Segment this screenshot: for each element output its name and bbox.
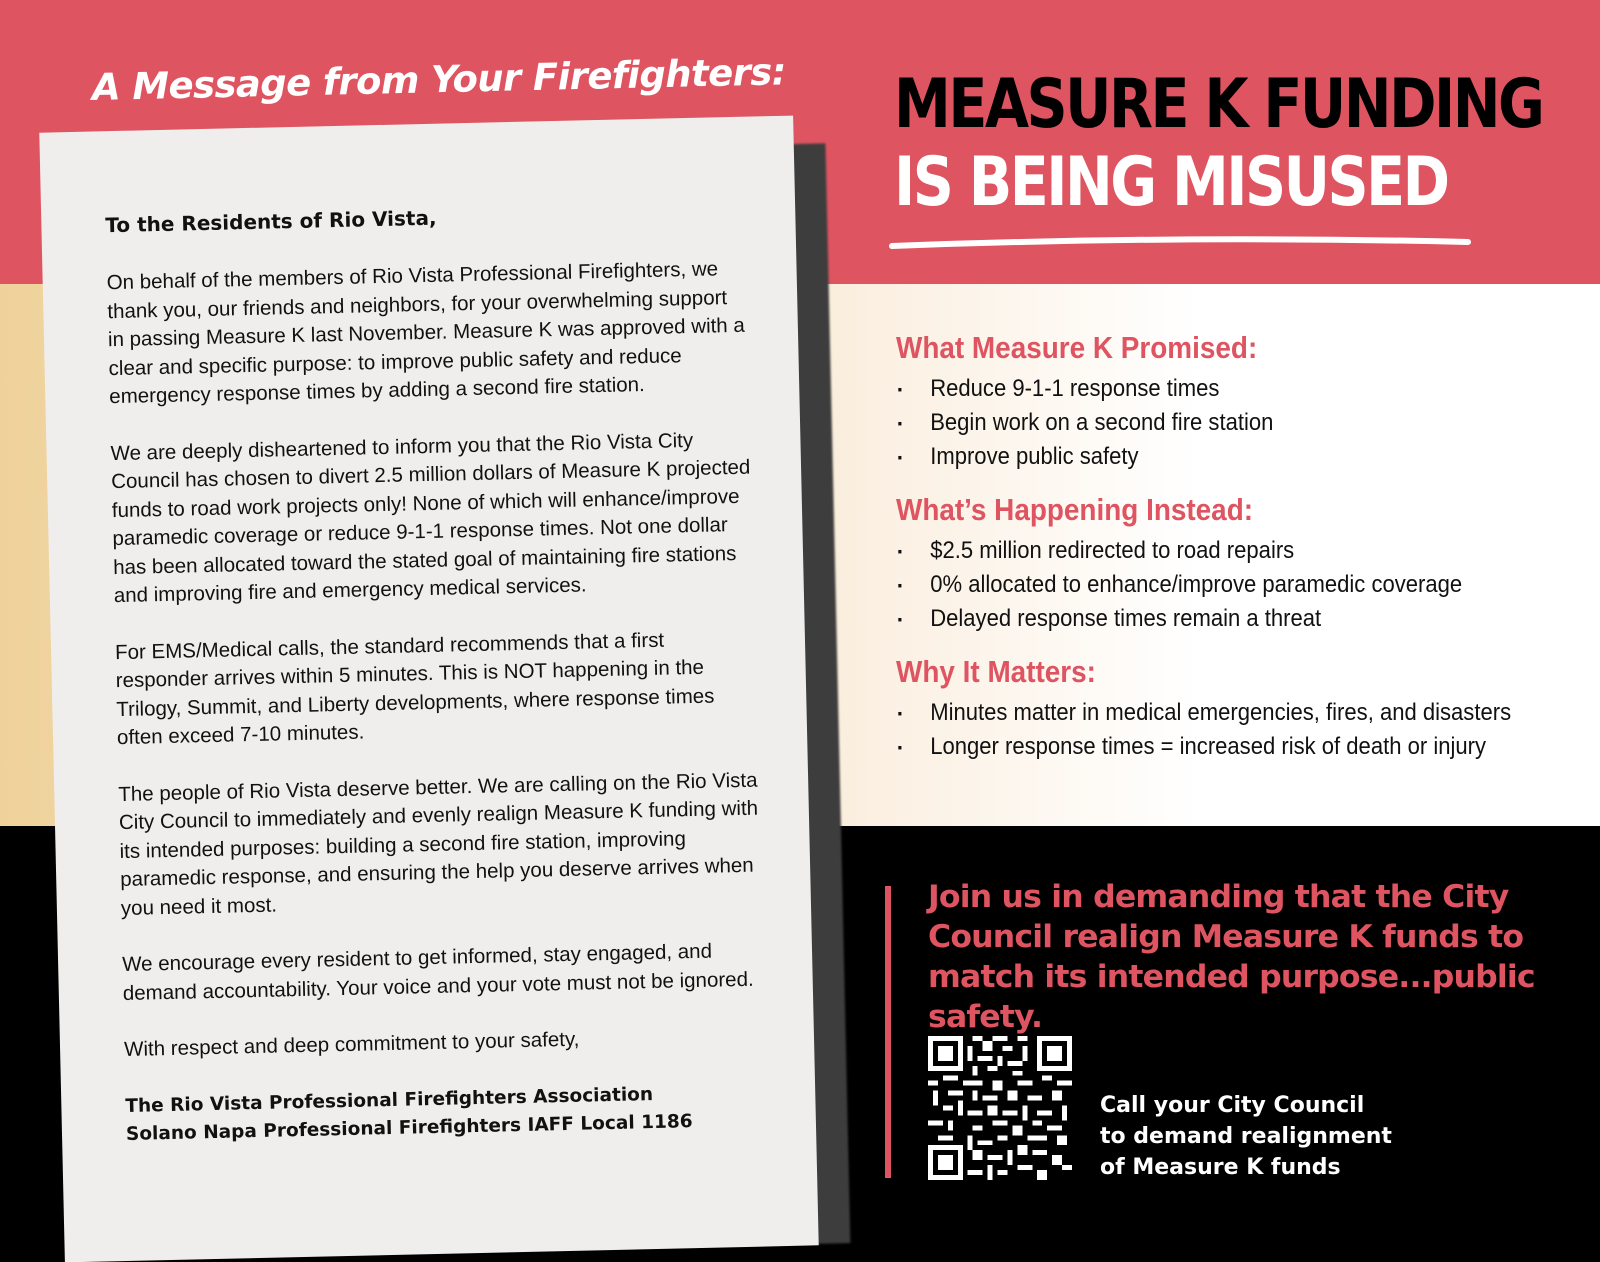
letter-paragraph: We encourage every resident to get informed, stay engaged, and demand accountability. Your voice and your vote must not be ignored. [121,939,754,1005]
section-heading-instead: What’s Happening Instead: [896,492,1254,527]
letter-paragraph: For EMS/Medical calls, the standard recommends that a first responder arrives within 5 minutes. This is NOT happening in the Trilogy, Summit, and Liberty developments, where response times often exceed 7-10 minutes. [114,628,715,750]
letter-signature [125,1078,766,1149]
list-item: ▪ Minutes matter in medical emergencies, fires, and disasters [896,696,1508,730]
qr-caption-line: of Measure K funds [1100,1155,1341,1180]
headline [894,66,1600,222]
list-item: ▪ Begin work on a second fire station [896,406,1508,440]
headline-line-2: IS BEING MISUSED [894,143,1448,222]
section-heading-why: Why It Matters: [896,654,1096,689]
cta-text: Join us in demanding that the City Council realign Measure K funds to match its intended purpose...public safety. [928,879,1535,1035]
letter-paper [39,116,818,1262]
list-item: ▪ Reduce 9-1-1 response times [896,372,1508,406]
list-item: ▪ Longer response times = increased risk of death or injury [896,730,1508,764]
letter-title: A Message from Your Firefighters: [91,50,787,109]
promised-list [896,372,1576,474]
list-item: ▪ $2.5 million redirected to road repairs [896,534,1508,568]
letter-closing: With respect and deep commitment to your safety, [123,1027,580,1062]
letter-paragraph: On behalf of the members of Rio Vista Professional Firefighters, we thank you, our friends and neighbors, for your overwhelming support in passing Measure K last November. Measure K was approved with a clear and specific purpose: to improve public safety and reduce emergency response times by adding a second fire station. [106,257,746,409]
qr-code-icon[interactable] [928,1036,1072,1180]
section-heading-promised: What Measure K Promised: [896,330,1258,365]
qr-caption-line: Call your City Council [1100,1093,1365,1118]
letter-paragraph: We are deeply disheartened to inform you that the Rio Vista City Council has chosen to divert 2.5 million dollars of Measure K projected funds to road work projects only! None of which will enhance/improve paramedic coverage or reduce 9-1-1 response times. Not one dollar has been allocated toward the stated goal of maintaining fire stations and improving fire and emergency medical services. [110,428,751,608]
headline-underline [888,232,1472,254]
cta-accent-bar [885,886,891,1178]
list-item: ▪ 0% allocated to enhance/improve paramedic coverage [896,568,1508,602]
qr-caption-line: to demand realignment [1100,1124,1392,1149]
signature-line: Solano Napa Professional Firefighters IAFF Local 1186 [125,1110,693,1145]
headline-line-1: MEASURE K FUNDING [894,65,1543,144]
list-item: ▪ Improve public safety [896,440,1508,474]
signature-line: The Rio Vista Professional Firefighters Association [125,1083,654,1117]
letter-paragraph: The people of Rio Vista deserve better. We are calling on the Rio Vista City Council to immediately and evenly realign Measure K funding with its intended purposes: building a second fire station, improving paramedic response, and ensuring the help you deserve arrives when you need it most. [118,768,759,920]
qr-caption [1100,1090,1392,1183]
instead-list [896,534,1576,636]
letter-salutation: To the Residents of Rio Vista, [105,205,437,238]
info-panel [896,330,1576,782]
why-list [896,696,1576,764]
list-item: ▪ Delayed response times remain a threat [896,602,1508,636]
